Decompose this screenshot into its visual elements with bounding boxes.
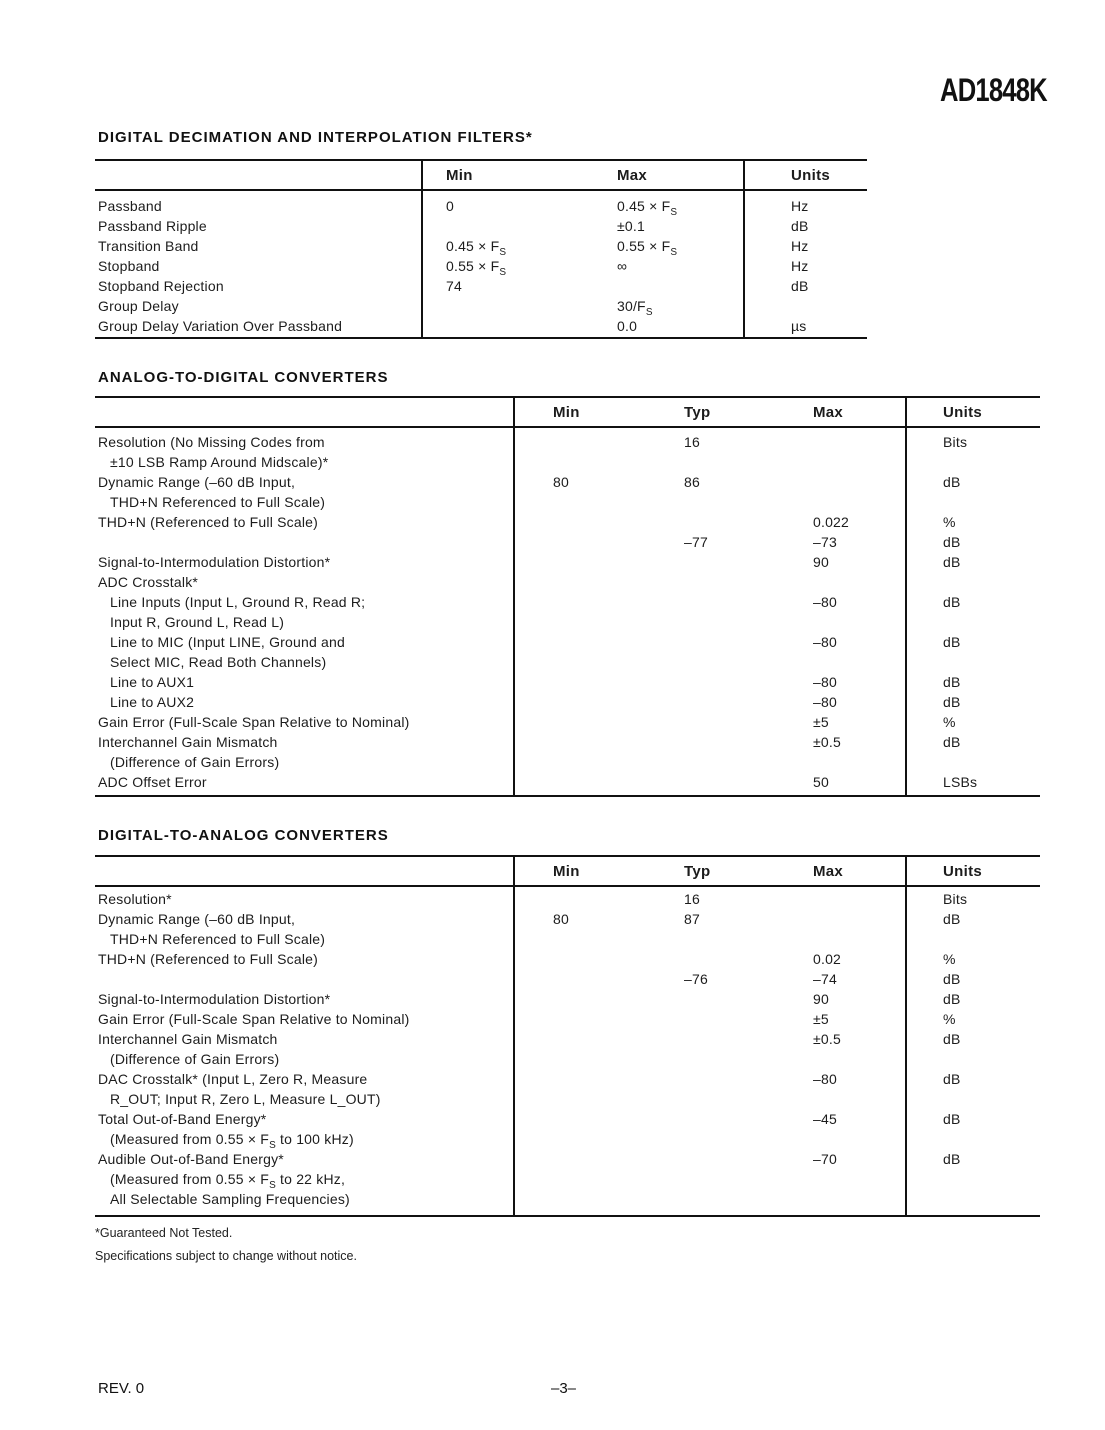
spec-max: –80 <box>813 674 837 690</box>
table-row <box>95 1009 1040 1029</box>
spec-min <box>513 1049 643 1069</box>
spec-max <box>773 909 905 929</box>
spec-label: Signal-to-Intermodulation Distortion* <box>98 554 331 570</box>
spec-units: dB <box>943 634 961 650</box>
spec-typ <box>643 1129 773 1149</box>
filters-table <box>95 159 867 339</box>
spec-label: DAC Crosstalk* (Input L, Zero R, Measure <box>98 1071 368 1087</box>
spec-max <box>773 572 905 592</box>
col-header-max: Max <box>813 862 844 880</box>
spec-min <box>513 652 643 672</box>
spec-min <box>513 989 643 1009</box>
spec-label: Total Out-of-Band Energy* <box>98 1111 267 1127</box>
section-title-adc: ANALOG-TO-DIGITAL CONVERTERS <box>98 369 389 386</box>
spec-min <box>513 432 643 452</box>
spec-units <box>905 572 1040 592</box>
spec-max: 0.0 <box>617 318 638 334</box>
spec-units: % <box>943 951 956 967</box>
spec-min <box>421 316 592 336</box>
spec-label: Line to MIC (Input LINE, Ground and <box>110 634 346 650</box>
spec-label: Transition Band <box>98 238 199 254</box>
spec-units: µs <box>791 318 807 334</box>
spec-min <box>513 1189 643 1209</box>
spec-typ <box>643 772 773 792</box>
table-header-row <box>95 161 867 191</box>
spec-max <box>773 472 905 492</box>
table-row <box>95 732 1040 752</box>
spec-max: ±0.5 <box>813 1031 841 1047</box>
table-row <box>95 296 867 316</box>
spec-label: ADC Offset Error <box>98 774 207 790</box>
spec-label: Signal-to-Intermodulation Distortion* <box>98 991 331 1007</box>
table-row <box>95 512 1040 532</box>
col-header-units: Units <box>943 862 982 880</box>
spec-max <box>773 1049 905 1069</box>
spec-max: –80 <box>813 594 837 610</box>
spec-min <box>513 452 643 472</box>
spec-min <box>513 512 643 532</box>
spec-label: Gain Error (Full-Scale Span Relative to Nominal) <box>98 714 410 730</box>
spec-label: R_OUT; Input R, Zero L, Measure L_OUT) <box>110 1091 381 1107</box>
spec-min <box>513 572 643 592</box>
spec-units: dB <box>943 991 961 1007</box>
col-header-units: Units <box>791 166 830 184</box>
revision-label: REV. 0 <box>98 1380 145 1397</box>
spec-max <box>773 1169 905 1189</box>
spec-min: $0.45 \times F_S$ <box>446 238 507 258</box>
table-row <box>95 889 1040 909</box>
column-divider <box>905 857 907 1215</box>
spec-units: % <box>943 1011 956 1027</box>
spec-units: dB <box>791 278 809 294</box>
col-header-typ: Typ <box>684 862 711 880</box>
spec-min <box>513 592 643 612</box>
spec-label: Line to AUX2 <box>110 694 195 710</box>
spec-units: dB <box>943 694 961 710</box>
spec-label: ±10 LSB Ramp Around Midscale)* <box>110 454 329 470</box>
column-divider <box>513 857 515 1215</box>
spec-max: 0.022 <box>813 514 850 530</box>
spec-max <box>773 1129 905 1149</box>
spec-min <box>513 552 643 572</box>
col-header-units: Units <box>943 403 982 421</box>
table-row <box>95 1129 1040 1149</box>
spec-label: (Difference of Gain Errors) <box>110 1051 280 1067</box>
spec-typ <box>643 1029 773 1049</box>
spec-typ: 86 <box>684 474 700 490</box>
spec-min <box>513 1069 643 1089</box>
spec-units <box>905 752 1040 772</box>
spec-min <box>513 672 643 692</box>
col-header-min: Min <box>553 403 580 421</box>
spec-label: Select MIC, Read Both Channels) <box>110 654 327 670</box>
spec-label: Dynamic Range (–60 dB Input, <box>98 911 296 927</box>
table-row <box>95 632 1040 652</box>
table-row <box>95 909 1040 929</box>
table-row <box>95 1189 1040 1209</box>
spec-min <box>513 632 643 652</box>
spec-max: –80 <box>813 1071 837 1087</box>
spec-units: % <box>943 514 956 530</box>
page-number: –3– <box>551 1380 577 1397</box>
part-number: AD1848K <box>940 72 1047 108</box>
spec-typ <box>643 492 773 512</box>
spec-min <box>513 949 643 969</box>
table-header-row <box>95 857 1040 887</box>
spec-typ: 87 <box>684 911 700 927</box>
spec-max: –80 <box>813 634 837 650</box>
footnote-guaranteed: *Guaranteed Not Tested. <box>95 1226 233 1240</box>
spec-units: dB <box>943 734 961 750</box>
table-row <box>95 1169 1040 1189</box>
spec-min <box>513 969 643 989</box>
table-row <box>95 652 1040 672</box>
table-row <box>95 1069 1040 1089</box>
col-header-max: Max <box>813 403 844 421</box>
spec-label: Line to AUX1 <box>110 674 195 690</box>
spec-label: (Measured from $0.55 \times F_S$ to 100 kHz) <box>110 1131 354 1151</box>
spec-max: 0.02 <box>813 951 842 967</box>
spec-label: All Selectable Sampling Frequencies) <box>110 1191 350 1207</box>
spec-typ <box>643 929 773 949</box>
spec-max: $0.55 \times F_S$ <box>617 238 678 258</box>
section-title-dac: DIGITAL-TO-ANALOG CONVERTERS <box>98 827 389 844</box>
spec-typ <box>643 752 773 772</box>
spec-min <box>513 612 643 632</box>
spec-units <box>905 492 1040 512</box>
column-divider <box>905 398 907 795</box>
spec-min <box>513 692 643 712</box>
spec-typ <box>643 692 773 712</box>
spec-min <box>513 1129 643 1149</box>
spec-min <box>513 752 643 772</box>
spec-units: dB <box>943 594 961 610</box>
table-row <box>95 989 1040 1009</box>
col-header-min: Min <box>553 862 580 880</box>
spec-max <box>773 929 905 949</box>
spec-min: 80 <box>553 474 569 490</box>
spec-min <box>513 732 643 752</box>
spec-units: LSBs <box>943 774 978 790</box>
table-row <box>95 592 1040 612</box>
table-row <box>95 929 1040 949</box>
table-row <box>95 692 1040 712</box>
spec-max: $30/F_S$ <box>617 298 653 318</box>
table-body <box>95 191 867 337</box>
spec-units: Bits <box>943 434 968 450</box>
spec-max: –80 <box>813 694 837 710</box>
spec-typ: 16 <box>684 434 700 450</box>
spec-min <box>513 1029 643 1049</box>
spec-min <box>513 1149 643 1169</box>
spec-min <box>421 296 592 316</box>
spec-max: –70 <box>813 1151 837 1167</box>
spec-typ: 16 <box>684 891 700 907</box>
spec-max: ∞ <box>617 258 628 274</box>
spec-typ <box>643 732 773 752</box>
spec-max: ±0.1 <box>617 218 645 234</box>
spec-max: ±5 <box>813 1011 829 1027</box>
spec-label: THD+N (Referenced to Full Scale) <box>98 514 318 530</box>
spec-max: –45 <box>813 1111 837 1127</box>
spec-min <box>513 929 643 949</box>
spec-max: ±5 <box>813 714 829 730</box>
spec-label: ADC Crosstalk* <box>98 574 199 590</box>
spec-typ <box>643 1009 773 1029</box>
spec-label: (Measured from $0.55 \times F_S$ to 22 kHz, <box>110 1171 346 1191</box>
table-row <box>95 432 1040 452</box>
spec-typ <box>643 949 773 969</box>
spec-max <box>773 492 905 512</box>
spec-min <box>513 1109 643 1129</box>
spec-min <box>513 1009 643 1029</box>
spec-units: dB <box>943 474 961 490</box>
table-row <box>95 472 1040 492</box>
spec-label: Audible Out-of-Band Energy* <box>98 1151 284 1167</box>
spec-typ <box>643 712 773 732</box>
spec-units: dB <box>943 554 961 570</box>
table-row <box>95 492 1040 512</box>
spec-min <box>513 889 643 909</box>
table-row <box>95 572 1040 592</box>
spec-typ <box>643 989 773 1009</box>
spec-label: Resolution (No Missing Codes from <box>98 434 325 450</box>
table-row <box>95 452 1040 472</box>
spec-units: dB <box>791 218 809 234</box>
spec-label: Interchannel Gain Mismatch <box>98 734 278 750</box>
spec-min <box>513 1089 643 1109</box>
table-row <box>95 552 1040 572</box>
spec-label: (Difference of Gain Errors) <box>110 754 280 770</box>
spec-label <box>95 532 513 552</box>
spec-label: Passband Ripple <box>98 218 207 234</box>
table-row <box>95 772 1040 792</box>
table-row <box>95 1109 1040 1129</box>
spec-max: 90 <box>813 554 829 570</box>
table-row <box>95 612 1040 632</box>
spec-max <box>592 276 743 296</box>
spec-units: dB <box>943 1071 961 1087</box>
table-row <box>95 712 1040 732</box>
spec-units <box>743 296 867 316</box>
spec-typ <box>643 572 773 592</box>
spec-typ <box>643 672 773 692</box>
adc-table <box>95 396 1040 797</box>
table-header-row <box>95 398 1040 428</box>
table-row <box>95 1029 1040 1049</box>
spec-units <box>905 652 1040 672</box>
spec-min: 0 <box>446 198 454 214</box>
spec-typ <box>643 552 773 572</box>
spec-max <box>773 432 905 452</box>
table-body <box>95 887 1040 1215</box>
spec-max: –74 <box>813 971 837 987</box>
spec-typ <box>643 1049 773 1069</box>
spec-units: Hz <box>791 238 809 254</box>
spec-min <box>513 1169 643 1189</box>
spec-units: dB <box>943 911 961 927</box>
spec-units: Hz <box>791 198 809 214</box>
spec-typ <box>643 1189 773 1209</box>
table-body <box>95 428 1040 795</box>
spec-min: $0.55 \times F_S$ <box>446 258 507 278</box>
spec-max <box>773 752 905 772</box>
spec-units <box>905 1129 1040 1149</box>
spec-label <box>95 969 513 989</box>
table-row <box>95 752 1040 772</box>
spec-min <box>513 492 643 512</box>
spec-typ: –77 <box>684 534 708 550</box>
table-row <box>95 216 867 236</box>
col-header-min: Min <box>446 166 473 184</box>
spec-label: Resolution* <box>98 891 172 907</box>
spec-typ: –76 <box>684 971 708 987</box>
spec-max: –73 <box>813 534 837 550</box>
spec-max <box>773 452 905 472</box>
spec-label: THD+N Referenced to Full Scale) <box>110 494 326 510</box>
spec-label: Group Delay <box>98 298 179 314</box>
table-row <box>95 316 867 336</box>
spec-label: THD+N (Referenced to Full Scale) <box>98 951 318 967</box>
spec-max: $0.45 \times F_S$ <box>617 198 678 218</box>
table-row <box>95 672 1040 692</box>
spec-min: 80 <box>553 911 569 927</box>
col-header-max: Max <box>617 166 648 184</box>
spec-label: Stopband <box>98 258 160 274</box>
spec-typ <box>643 1089 773 1109</box>
spec-max <box>773 1089 905 1109</box>
spec-label: Gain Error (Full-Scale Span Relative to Nominal) <box>98 1011 410 1027</box>
spec-typ <box>643 652 773 672</box>
spec-label: Group Delay Variation Over Passband <box>98 318 343 334</box>
spec-typ <box>643 592 773 612</box>
spec-units: dB <box>943 971 961 987</box>
spec-max <box>773 652 905 672</box>
spec-units <box>905 1049 1040 1069</box>
spec-units: dB <box>943 1031 961 1047</box>
table-row <box>95 969 1040 989</box>
column-divider <box>513 398 515 795</box>
dac-table <box>95 855 1040 1217</box>
column-divider <box>421 161 423 337</box>
spec-label: Line Inputs (Input L, Ground R, Read R; <box>110 594 366 610</box>
spec-units: Hz <box>791 258 809 274</box>
spec-min <box>513 532 643 552</box>
spec-typ <box>643 512 773 532</box>
spec-typ <box>643 1069 773 1089</box>
spec-units <box>905 1169 1040 1189</box>
table-row <box>95 1089 1040 1109</box>
spec-units <box>905 612 1040 632</box>
table-row <box>95 196 867 216</box>
spec-typ <box>643 1109 773 1129</box>
table-row <box>95 256 867 276</box>
spec-units: dB <box>943 1151 961 1167</box>
spec-label: Interchannel Gain Mismatch <box>98 1031 278 1047</box>
spec-max: 90 <box>813 991 829 1007</box>
table-row <box>95 1149 1040 1169</box>
section-title-filters: DIGITAL DECIMATION AND INTERPOLATION FILTERS* <box>98 129 533 146</box>
spec-max <box>773 1189 905 1209</box>
column-divider <box>743 161 745 337</box>
spec-label: Dynamic Range (–60 dB Input, <box>98 474 296 490</box>
spec-max <box>773 889 905 909</box>
spec-typ <box>643 632 773 652</box>
spec-max: 50 <box>813 774 829 790</box>
spec-typ <box>643 452 773 472</box>
spec-typ <box>643 1149 773 1169</box>
spec-label: Input R, Ground L, Read L) <box>110 614 285 630</box>
table-row <box>95 276 867 296</box>
spec-label: Passband <box>98 198 162 214</box>
spec-label: THD+N Referenced to Full Scale) <box>110 931 326 947</box>
footnote-specs: Specifications subject to change without notice. <box>95 1249 357 1263</box>
spec-label: Stopband Rejection <box>98 278 224 294</box>
spec-units: % <box>943 714 956 730</box>
spec-max <box>773 612 905 632</box>
spec-units: dB <box>943 534 961 550</box>
spec-units <box>905 1089 1040 1109</box>
spec-min <box>513 712 643 732</box>
spec-max: ±0.5 <box>813 734 841 750</box>
table-row <box>95 949 1040 969</box>
col-header-typ: Typ <box>684 403 711 421</box>
spec-units <box>905 929 1040 949</box>
table-row <box>95 532 1040 552</box>
spec-typ <box>643 1169 773 1189</box>
spec-min <box>421 216 592 236</box>
spec-min: 74 <box>446 278 462 294</box>
spec-units: dB <box>943 1111 961 1127</box>
table-row <box>95 1049 1040 1069</box>
spec-min <box>513 772 643 792</box>
spec-units: Bits <box>943 891 968 907</box>
spec-units: dB <box>943 674 961 690</box>
table-row <box>95 236 867 256</box>
spec-typ <box>643 612 773 632</box>
spec-units <box>905 452 1040 472</box>
spec-units <box>905 1189 1040 1209</box>
